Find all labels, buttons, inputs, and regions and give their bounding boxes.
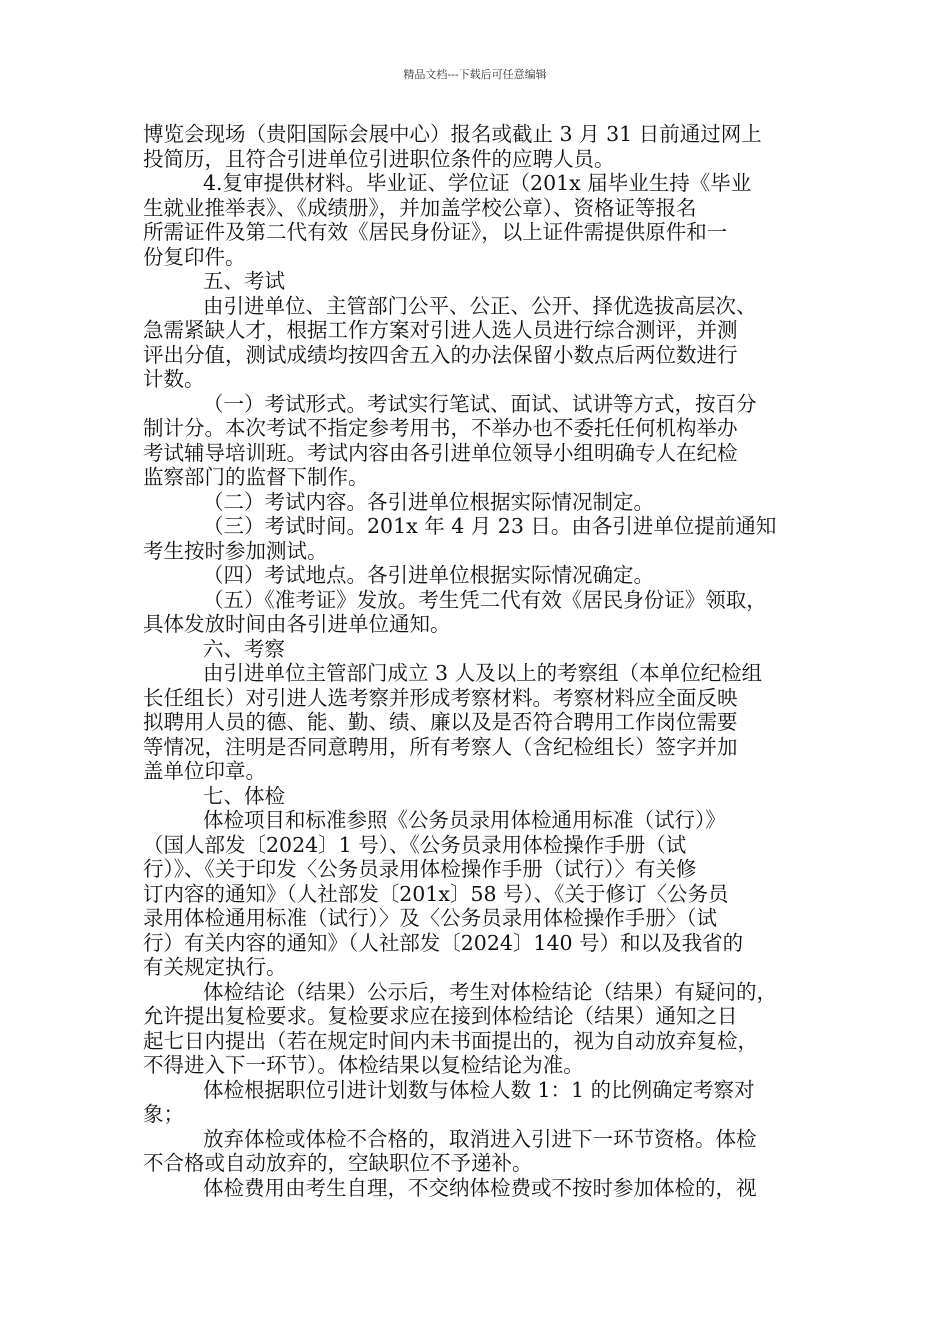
text-line: （二）考试内容。各引进单位根据实际情况制定。: [203, 489, 654, 514]
paragraph: [143, 269, 815, 294]
text-line: （国人部发〔2024〕1 号）、《公务员录用体检操作手册（试: [143, 832, 687, 857]
text-line: 长任组长）对引进人选考察并形成考察材料。考察材料应全面反映: [143, 685, 738, 710]
text-line: 投简历，且符合引进单位引进职位条件的应聘人员。: [143, 146, 615, 171]
text-line: 由引进单位、主管部门公平、公正、公开、择优选拔高层次、: [203, 293, 757, 318]
text-line: 考试辅导培训班。考试内容由各引进单位领导小组明确专人在纪检: [143, 440, 738, 465]
text-line: 盖单位印章。: [143, 759, 266, 783]
paragraph: [143, 808, 815, 980]
text-line: 象；: [143, 1102, 184, 1126]
text-line: （三）考试时间。201x 年 4 月 23 日。由各引进单位提前通知: [203, 514, 777, 538]
text-line: 拟聘用人员的德、能、勤、绩、廉以及是否符合聘用工作岗位需要: [143, 710, 738, 734]
text-line: 七、体检: [203, 783, 285, 808]
text-line: 考生按时参加测试。: [143, 538, 328, 563]
paragraph: [143, 490, 815, 515]
text-line: 行）》、《关于印发〈公务员录用体检操作手册（试行）〉有关修: [143, 857, 697, 881]
paragraph: [143, 122, 815, 171]
paragraph: [143, 588, 815, 637]
text-line: 4.复审提供材料。毕业证、学位证（201x 届毕业生持《毕业: [203, 171, 752, 195]
paragraph: [143, 980, 815, 1078]
text-line: 订内容的通知》（人社部发〔201x〕58 号）、《关于修订〈公务员: [143, 881, 729, 906]
text-line: 监察部门的监督下制作。: [143, 465, 369, 489]
text-line: 体检结论（结果）公示后，考生对体检结论（结果）有疑问的，: [203, 979, 777, 1004]
text-line: 放弃体检或体检不合格的，取消进入引进下一环节资格。体检: [203, 1126, 757, 1151]
text-line: 博览会现场（贵阳国际会展中心）报名或截止 3 月 31 日前通过网上: [143, 122, 762, 146]
text-line: 不合格或自动放弃的，空缺职位不予递补。: [143, 1151, 533, 1175]
text-line: 有关规定执行。: [143, 955, 287, 979]
page-header: 精品文档---下载后可任意编辑: [403, 68, 547, 81]
text-line: 评出分值，测试成绩均按四舍五入的办法保留小数点后两位数进行: [143, 342, 738, 367]
text-line: 体检费用由考生自理，不交纳体检费或不按时参加体检的，视: [203, 1175, 757, 1200]
text-line: 所需证件及第二代有效《居民身份证》，以上证件需提供原件和一: [143, 220, 728, 244]
paragraph: [143, 637, 815, 662]
paragraph: [143, 1078, 815, 1127]
text-line: 生就业推举表》、《成绩册》，并加盖学校公章）、资格证等报名: [143, 195, 697, 220]
paragraph: [143, 1127, 815, 1176]
paragraph: [143, 294, 815, 392]
text-line: （五）《准考证》发放。考生凭二代有效《居民身份证》领取，: [203, 587, 767, 612]
text-line: 五、考试: [203, 269, 285, 293]
paragraph: [143, 784, 815, 809]
text-line: 体检项目和标准参照《公务员录用体检通用标准（试行）》: [203, 808, 726, 832]
paragraph: [143, 1176, 815, 1201]
text-line: 体检根据职位引进计划数与体检人数 1：1 的比例确定考察对: [203, 1077, 755, 1102]
text-line: （一）考试形式。考试实行笔试、面试、试讲等方式，按百分: [203, 391, 757, 416]
paragraph: [143, 171, 815, 269]
text-line: 录用体检通用标准（试行）〉及〈公务员录用体检操作手册〉（试: [143, 906, 717, 930]
text-line: 行）有关内容的通知》（人社部发〔2024〕140 号）和以及我省的: [143, 930, 744, 955]
text-line: （四）考试地点。各引进单位根据实际情况确定。: [203, 563, 654, 587]
paragraph: [143, 661, 815, 784]
text-line: 不得进入下一环节）。体检结果以复检结论为准。: [143, 1053, 584, 1077]
paragraph: [143, 563, 815, 588]
text-line: 六、考察: [203, 636, 285, 661]
text-line: 允许提出复检要求。复检要求应在接到体检结论（结果）通知之日: [143, 1004, 738, 1028]
text-line: 等情况，注明是否同意聘用，所有考察人（含纪检组长）签字并加: [143, 734, 738, 759]
text-line: 份复印件。: [143, 244, 246, 269]
document-body: [143, 122, 815, 1200]
paragraph: [143, 392, 815, 490]
paragraph: [143, 514, 815, 563]
text-line: 由引进单位主管部门成立 3 人及以上的考察组（本单位纪检组: [203, 661, 763, 685]
text-line: 具体发放时间由各引进单位通知。: [143, 612, 451, 636]
text-line: 急需紧缺人才，根据工作方案对引进人选人员进行综合测评，并测: [143, 318, 738, 342]
text-line: 制计分。本次考试不指定参考用书，不举办也不委托任何机构举办: [143, 416, 738, 440]
text-line: 起七日内提出（若在规定时间内未书面提出的，视为自动放弃复检，: [143, 1028, 758, 1053]
text-line: 计数。: [143, 367, 205, 391]
